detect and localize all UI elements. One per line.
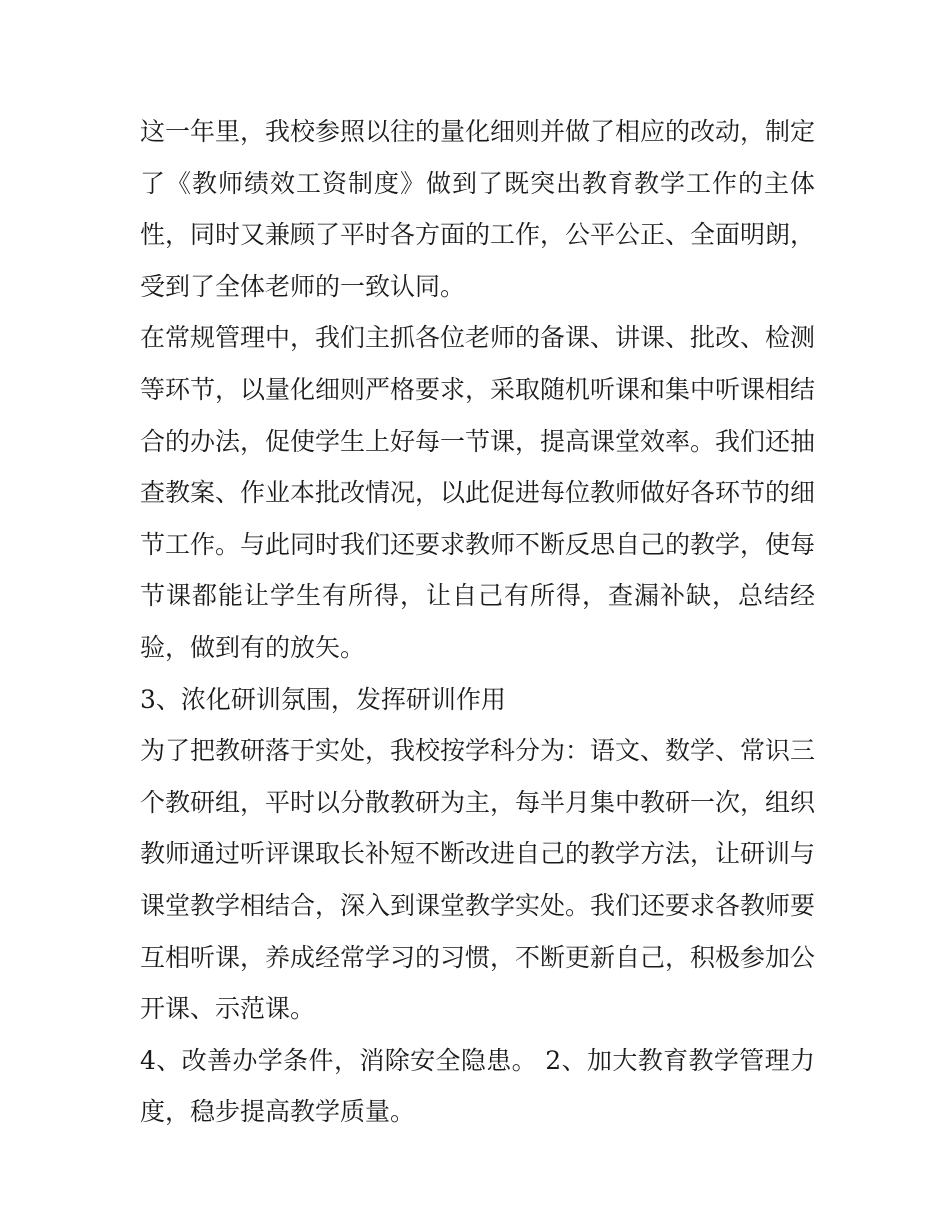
text-line: 度，稳步提高教学质量。 [140, 1097, 416, 1127]
text-line: 个教研组，平时以分散教研为主，每半月集中教研一次，组织 [140, 787, 816, 817]
text-line: 合的办法，促使学生上好每一节课，提高课堂效率。我们还抽 [140, 426, 816, 456]
text-line: 为了把教研落于实处，我校按学科分为：语文、数学、常识三 [140, 736, 816, 766]
text-line: 互相听课，养成经常学习的习惯，不断更新自己，积极参加公 [140, 942, 816, 972]
text-line: 教师通过听评课取长补短不断改进自己的教学方法，让研训与 [140, 839, 816, 869]
text-line: 查教案、作业本批改情况，以此促进每位教师做好各环节的细 [140, 478, 816, 508]
text-line: 了《教师绩效工资制度》做到了既突出教育教学工作的主体 [140, 168, 815, 198]
section-heading: 4、改善办学条件，消除安全隐患。 2、加大教育教学管理力 [140, 1045, 815, 1075]
document-body [140, 106, 815, 1138]
text-line: 节课都能让学生有所得，让自己有所得，查漏补缺，总结经 [140, 581, 815, 611]
text-line: 在常规管理中，我们主抓各位老师的备课、讲课、批改、检测 [140, 323, 816, 353]
text-line: 性，同时又兼顾了平时各方面的工作，公平公正、全面明朗， [140, 220, 816, 250]
text-line: 等环节，以量化细则严格要求，采取随机听课和集中听课相结 [140, 374, 816, 404]
text-line: 验，做到有的放矢。 [140, 632, 366, 662]
text-line: 节工作。与此同时我们还要求教师不断反思自己的教学，使每 [140, 529, 816, 559]
text-line: 开课、示范课。 [140, 994, 316, 1024]
text-line: 课堂教学相结合，深入到课堂教学实处。我们还要求各教师要 [140, 890, 816, 920]
text-line: 受到了全体老师的一致认同。 [140, 271, 466, 301]
section-heading: 3、浓化研训氛围，发挥研训作用 [140, 684, 506, 714]
text-line: 这一年里，我校参照以往的量化细则并做了相应的改动，制定 [140, 117, 816, 146]
